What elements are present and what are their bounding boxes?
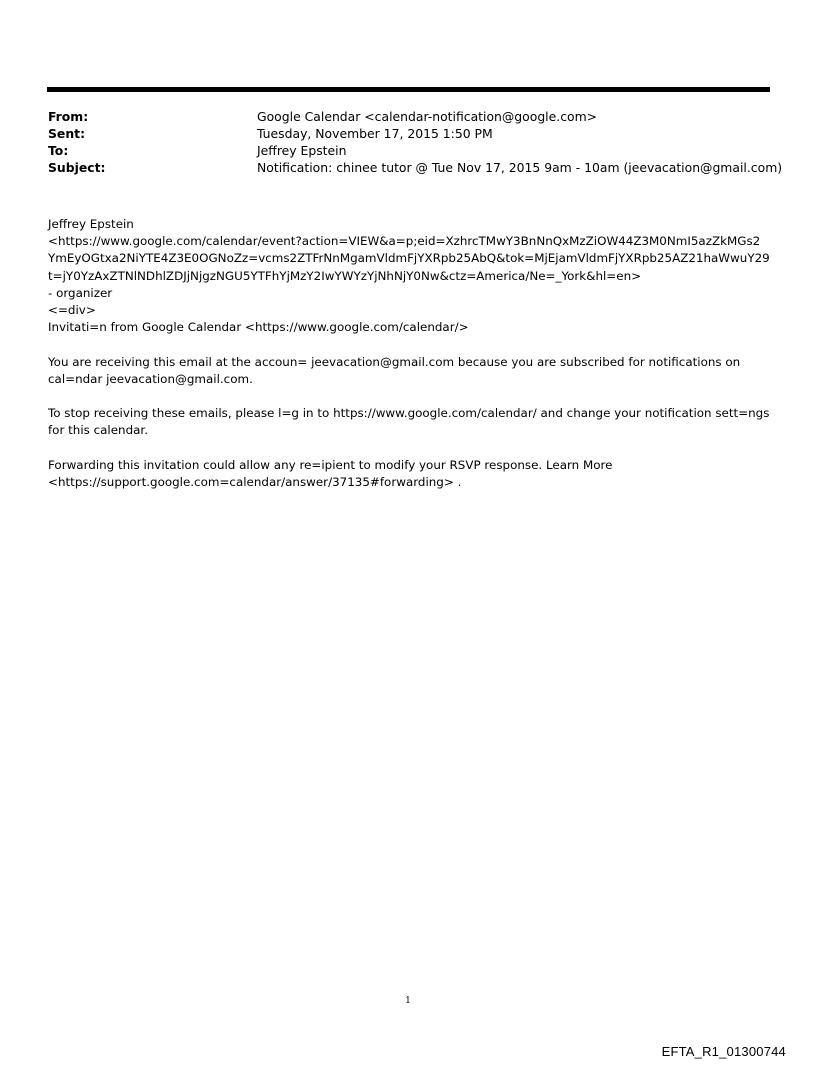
organizer-name: Jeffrey Epstein — [48, 217, 134, 231]
event-link-line: <https://www.google.com/calendar/event?action=VIEW&a=p;eid=XzhrcTMwY3BnNnQxMzZiOW44Z3M0NmI5azZkMGs2 — [48, 234, 761, 249]
document-id: EFTA_R1_01300744 — [661, 1044, 786, 1059]
invitation-line: Invitati=n from Google Calendar <https://www.google.com/calendar/> — [48, 320, 469, 335]
email-body — [48, 216, 774, 491]
organizer-role: - organizer — [48, 285, 113, 300]
paragraph-spacer — [48, 388, 774, 405]
forwarding-paragraph: Forwarding this invitation could allow any re=ipient to modify your RSVP response. Learn More <https://support.google.com=calendar/answer/37135#forwarding> . — [48, 457, 613, 489]
header-divider-rule — [47, 87, 770, 92]
receiving-paragraph: You are receiving this email at the accoun= jeevacation@gmail.com because you are subscribed for notifications on cal=ndar jeevacation@gmail.com. — [48, 354, 741, 386]
header-from-row — [48, 108, 770, 125]
header-to-row — [48, 142, 770, 159]
event-link-line: YmEyOGtxa2NiYTE4Z3E0OGNoZz=vcms2ZTFrNnMgamVldmFjYXRpb25AbQ&tok=MjEjamVldmFjYXRpb25AZ21haWwuY29 — [48, 251, 770, 266]
div-tag-text: <=div> — [48, 303, 96, 318]
header-sent-value: Tuesday, November 17, 2015 1:50 PM — [257, 126, 493, 141]
event-link[interactable] — [48, 233, 774, 285]
header-to-label: To: — [48, 143, 69, 158]
header-subject-value: Notification: chinee tutor @ Tue Nov 17, 2015 9am - 10am (jeevacation@gmail.com) — [257, 160, 783, 175]
event-link-line: t=jY0YzAxZTNlNDhlZDJjNjgzNGU5YTFhYjMzY2IwYWYzYjNhNjY0Nw&ctz=America/Ne=_York&hl=en> — [48, 268, 642, 283]
header-from-value: Google Calendar <calendar-notification@google.com> — [257, 109, 598, 124]
paragraph-spacer — [48, 440, 774, 457]
header-sent-row — [48, 125, 770, 142]
header-to-value: Jeffrey Epstein — [257, 143, 347, 158]
stop-receiving-paragraph: To stop receiving these emails, please l=g in to https://www.google.com/calendar/ and change your notification sett=ngs for this calendar. — [48, 406, 770, 438]
header-from-label: From: — [48, 109, 89, 124]
page-number: 1 — [405, 996, 411, 1006]
paragraph-spacer — [48, 336, 774, 353]
header-sent-label: Sent: — [48, 126, 86, 141]
header-subject-label: Subject: — [48, 160, 106, 175]
header-subject-row — [48, 159, 783, 176]
email-headers — [48, 108, 783, 176]
